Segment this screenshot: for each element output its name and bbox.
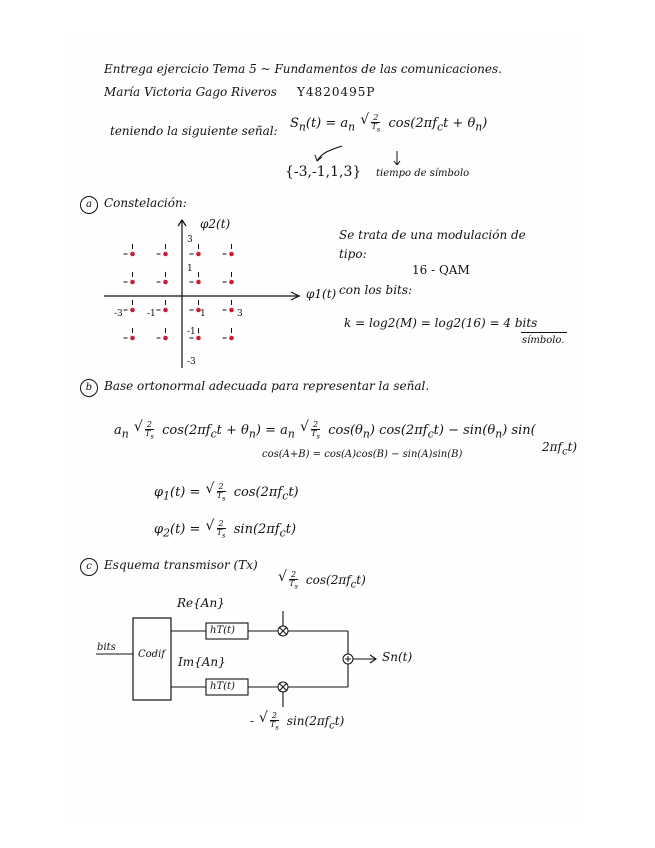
bits-fraction-line — [521, 332, 567, 333]
constellation-point — [229, 252, 234, 257]
bits-input-label: bits — [97, 642, 116, 653]
section-b-title: Base ortonormal adecuada para representar la señal. — [104, 379, 430, 393]
carrier-top: √ $\frac{2}{T_s}$ $\cos(2\pi f_ct)$ — [277, 571, 366, 591]
output-label: Sn(t) — [382, 650, 413, 664]
sqrt-left — [135, 421, 156, 440]
symbol-set: {-3,-1,1,3} — [285, 164, 362, 180]
section-b-mark: b — [80, 379, 98, 397]
constellation-point — [163, 252, 168, 257]
constellation-point — [163, 308, 168, 313]
constellation-point — [163, 336, 168, 341]
axis-y-label: φ2(t) — [200, 217, 231, 231]
handwritten-sheet — [72, 36, 582, 816]
y-tick-1: 1 — [187, 264, 193, 274]
constellation-point — [130, 336, 135, 341]
phi1-fraction: √ $\frac{2}{T_s}$ — [216, 482, 226, 503]
constellation-point — [196, 252, 201, 257]
carrier-bottom: - √ $\frac{2}{T_s}$ $\sin(2\pi f_ct)$ — [250, 712, 344, 732]
section-c-title: Esquema transmisor (Tx) — [104, 558, 258, 572]
carrier-bottom-sqrt — [260, 712, 281, 731]
intro-lead: teniendo la siguiente señal: — [110, 124, 278, 138]
filter-bottom-label: hT(t) — [210, 681, 235, 692]
phi2-sqrt — [207, 520, 228, 539]
constellation-plot — [94, 208, 337, 378]
phi1-definition: $\varphi_1(t)$ = √ $\frac{2}{T_s}$ $\cos(2\pi f_ct)$ — [154, 483, 299, 503]
bits-formula: k = log2(M) = log2(16) = 4 bits — [344, 316, 538, 330]
section-a-mark: a — [80, 196, 98, 214]
sqrt-right — [301, 421, 322, 440]
phi1-sqrt — [207, 483, 228, 502]
re-label: Re{An} — [177, 596, 225, 610]
constellation-point — [163, 280, 168, 285]
constellation-point — [229, 308, 234, 313]
filter-top-label: hT(t) — [210, 625, 235, 636]
codif-label: Codif — [138, 649, 165, 660]
author-name: María Victoria Gago Riveros — [104, 85, 277, 99]
constellation-point — [229, 336, 234, 341]
x-tick-3: 3 — [237, 309, 243, 319]
im-label: Im{An} — [178, 655, 226, 669]
mod-type: 16 - QAM — [412, 263, 470, 277]
constellation-point — [196, 336, 201, 341]
bits-unit: símbolo. — [522, 335, 565, 346]
expansion-formula: $a_n$ √ $\frac{2}{T_s}$ $\cos(2\pi f_ct + \theta_n) = a_n$ √ $\frac{2}{T_s}$ $\cos(\theta_n) \cos(2\pi f_ct) - \sin(\theta_n)$ sin( — [114, 421, 536, 441]
signal-formula: $S_n(t) = a_n$ √ $\frac{2}{T_s}$ $\cos(2\pi f_ct + \theta_n)$ — [290, 114, 487, 134]
student-id: Y4820495P — [297, 85, 376, 99]
constellation-point — [130, 280, 135, 285]
y-tick-neg3: -3 — [187, 357, 196, 367]
fraction-2-ts: √ $\frac{2}{T_s}$ — [371, 113, 381, 134]
constellation-point — [196, 280, 201, 285]
x-tick-neg1: -1 — [147, 309, 156, 319]
carrier-top-fraction: √ $\frac{2}{T_s}$ — [289, 570, 298, 591]
constellation-point — [130, 308, 135, 313]
carrier-bottom-fraction: √ $\frac{2}{T_s}$ — [270, 711, 279, 732]
mod-note-2: tipo: — [339, 247, 367, 261]
phi2-fraction: √ $\frac{2}{T_s}$ — [216, 519, 226, 540]
axis-x-label: φ1(t) — [306, 287, 337, 301]
bits-note: con los bits: — [339, 283, 413, 297]
expansion-tail: $2\pi f_ct$) — [542, 440, 578, 458]
title-line: Entrega ejercicio Tema 5 ~ Fundamentos de las comunicaciones. — [104, 62, 502, 76]
constellation-point — [130, 252, 135, 257]
fraction-right: √ $\frac{2}{T_s}$ — [311, 420, 320, 441]
fraction-left: √ $\frac{2}{T_s}$ — [145, 420, 154, 441]
y-tick-3: 3 — [187, 235, 193, 245]
carrier-top-sqrt — [279, 571, 300, 590]
section-c-mark: c — [80, 558, 98, 576]
x-tick-1: 1 — [200, 309, 206, 319]
x-tick-neg3: -3 — [114, 309, 123, 319]
trig-identity: cos(A+B) = cos(A)cos(B) − sin(A)sin(B) — [262, 449, 463, 460]
y-tick-neg1: -1 — [187, 327, 196, 337]
mod-note-1: Se trata de una modulación de — [339, 228, 526, 242]
symbol-time-note: tiempo de símbolo — [376, 168, 470, 179]
sqrt-2-over-ts — [361, 114, 382, 133]
section-a-title: Constelación: — [104, 196, 187, 210]
constellation-point — [229, 280, 234, 285]
phi2-definition: $\varphi_2(t)$ = √ $\frac{2}{T_s}$ $\sin(2\pi f_ct)$ — [154, 520, 296, 540]
